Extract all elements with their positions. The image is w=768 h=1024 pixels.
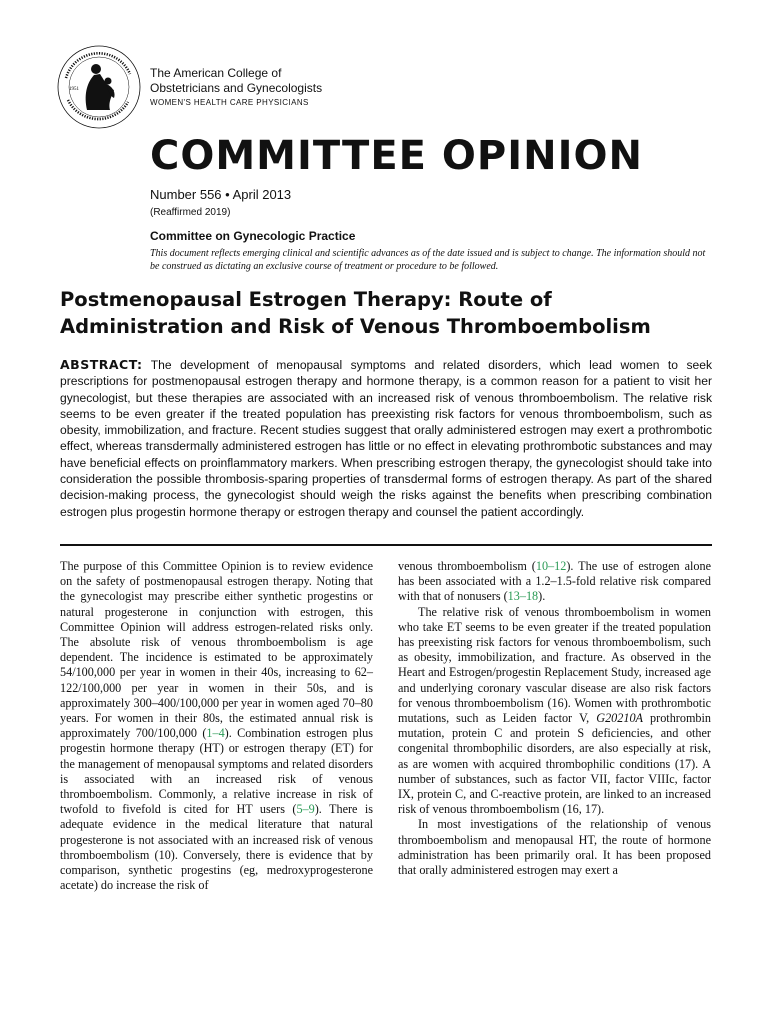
abstract bbox=[60, 357, 712, 520]
document-title bbox=[60, 286, 720, 340]
abstract-label: ABSTRACT: bbox=[60, 357, 143, 372]
seal-year: 1951 bbox=[69, 87, 79, 92]
paragraph-1 bbox=[60, 559, 373, 893]
paragraph-1-text-e: ). bbox=[538, 589, 546, 604]
paragraph-1-text-b: ). Combination estrogen plus progestin hormone therapy (HT) or estrogen therapy (ET) for the management of menopausal symptoms and related disorders is associated with an increased risk of venous thromboembolism. Commonly, a relative increase in risk of twofold to fivefold is cited for HT users ( bbox=[60, 726, 374, 817]
reference-link[interactable]: 1–4 bbox=[206, 726, 225, 741]
paragraph-2-text-b: prothrombin mutation, protein C and protein S deficiencies, and other congenital thrombophilic disorders, are also especially at risk, as are women with acquired thrombophilic conditions (17). A number of substances, such as factor VII, factor VIIIc, factor IX, protein C, and C-reactive protein, are linked to an increased risk of venous thromboembolism (16, 17). bbox=[398, 711, 711, 817]
reference-link[interactable]: 5–9 bbox=[296, 802, 315, 817]
reference-link[interactable]: 13–18 bbox=[507, 589, 539, 604]
body-column-left bbox=[60, 559, 373, 893]
paragraph-1-text-c-tail: venous thromboembolism ( bbox=[398, 559, 536, 573]
org-name-line2: Obstetricians and Gynecologists bbox=[150, 81, 323, 95]
paragraph-1-continued bbox=[398, 559, 711, 605]
disclaimer: This document reflects emerging clinical and scientific advances as of the date issued and is subject to change. The information should not be construed as dictating an exclusive course of treatment or procedure to be followed. bbox=[150, 248, 706, 272]
title-line-1: Postmenopausal Estrogen Therapy: Route of bbox=[60, 288, 552, 311]
paragraph-2 bbox=[398, 605, 711, 818]
organization-header bbox=[150, 66, 322, 107]
committee-name: Committee on Gynecologic Practice bbox=[150, 229, 356, 243]
acog-seal-logo bbox=[56, 44, 142, 130]
paragraph-1-text-d: ). The use of estrogen alone has been associated with a 1.2–1.5-fold relative risk compared with that of nonusers ( bbox=[398, 559, 711, 604]
org-tagline: WOMEN'S HEALTH CARE PHYSICIANS bbox=[150, 98, 309, 107]
reaffirmed-note: (Reaffirmed 2019) bbox=[150, 207, 231, 218]
paragraph-3: In most investigations of the relationship of venous thromboembolism and menopausal HT, the route of hormone administration has been primarily oral. It has been proposed that orally administered estrogen may exert a bbox=[398, 817, 711, 878]
title-line-2: Administration and Risk of Venous Thromboembolism bbox=[60, 315, 651, 338]
org-name-line1: The American College of bbox=[150, 66, 282, 80]
section-divider bbox=[60, 544, 712, 546]
paragraph-1-text-a: The purpose of this Committee Opinion is to review evidence on the safety of postmenopausal estrogen therapy. Noting that the gynecologist may prescribe either synthetic progestins or natural progesterone in conjunction with estrogen, this Committee Opinion will address estrogen-related risks only. The absolute risk of venous thromboembolism is age dependent. The incidence is estimated to be approximately 54/100,000 per year in women in their 40s, increasing to 62–122/100,000 per year in women in their 50s, and is approximately 300–400/100,000 per year in women aged 70–80 years. For women in their 80s, the estimated annual risk is approximately 700/100,000 ( bbox=[60, 559, 373, 741]
reference-link[interactable]: 10–12 bbox=[535, 559, 567, 573]
abstract-text: The development of menopausal symptoms and related disorders, which lead women to seek prescriptions for postmenopausal estrogen therapy and hormone therapy, is a common reason for a patient to visit her gynecologist, but these therapies are associated with an increased risk of venous thromboembolism. The relative risk seems to be even greater if the treated population has preexisting risk factors for venous thromboembolism, such as obesity, immobilization, and fracture. Recent studies suggest that orally administered estrogen may exert a prothrombotic effect, whereas transdermally administered estrogen has little or no effect in elevating prothrombotic substances and may have beneficial effects on proinflammatory markers. When prescribing estrogen therapy, the gynecologist should take into consideration the possible thrombosis-sparing properties of transdermal forms of estrogen therapy. As part of the shared decision-making process, the gynecologist should weigh the risks against the benefits when prescribing combination estrogen plus progestin hormone therapy or estrogen therapy and counsel the patient accordingly. bbox=[60, 358, 712, 519]
paragraph-1-text-c: ). There is adequate evidence in the medical literature that natural progesterone is not associated with an increased risk of venous thromboembolism (10). Conversely, there is evidence that by comparison, synthetic progestins (eg, medroxyprogesterone acetate) do increase the risk of bbox=[60, 802, 373, 893]
document-banner: COMMITTEE OPINION bbox=[150, 133, 643, 179]
opinion-number: Number 556 • April 2013 bbox=[150, 187, 292, 202]
gene-mutation-name: G20210A bbox=[596, 711, 643, 726]
body-column-right bbox=[398, 559, 711, 878]
paragraph-2-text-a: The relative risk of venous thromboembolism in women who take ET seems to be even greater if the treated population has preexisting risk factors for venous thromboembolism, such as obesity, immobilization, and fracture. As observed in the Heart and Estrogen/progestin Replacement Study, increased age and underlying coronary vascular disease are also risk factors for venous thromboembolism (16). Women with prothrombotic mutations, such as Leiden factor V, bbox=[398, 604, 711, 726]
document-meta bbox=[150, 187, 715, 273]
